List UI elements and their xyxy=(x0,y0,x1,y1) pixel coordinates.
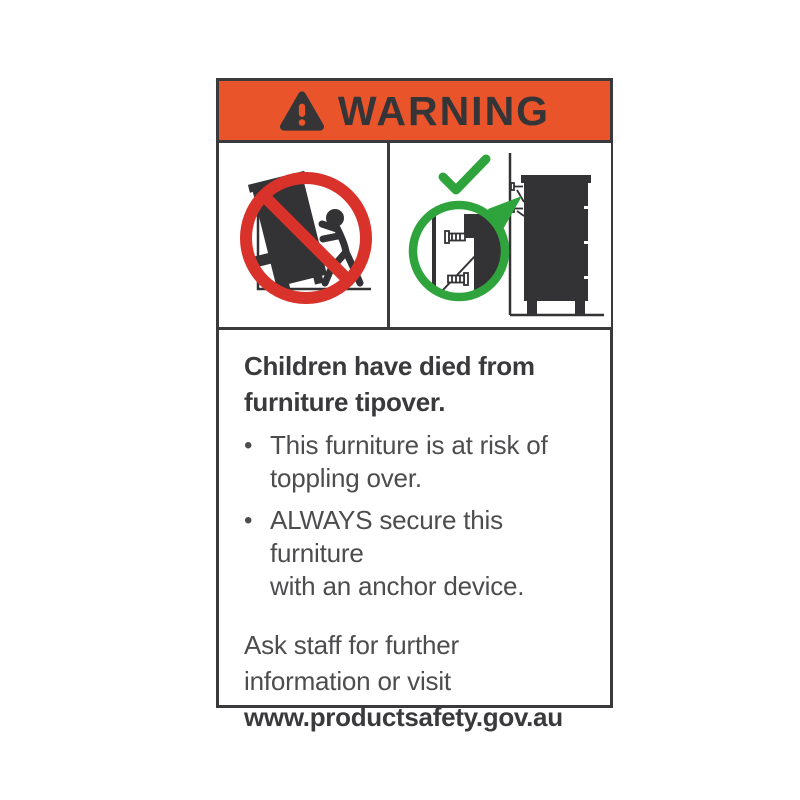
footer-line-2: information or visit xyxy=(244,666,451,696)
warning-triangle-icon xyxy=(279,89,325,133)
bullet-1-line-2: toppling over. xyxy=(270,463,422,493)
footer-block xyxy=(244,627,592,735)
tipover-warning-label xyxy=(216,78,613,732)
anchored-dresser-icon xyxy=(390,143,611,327)
footer-line-1: Ask staff for further xyxy=(244,630,459,660)
product-safety-url: www.productsafety.gov.au xyxy=(244,702,563,732)
prohibition-panel xyxy=(219,143,390,327)
bullet-2-line-2: with an anchor device. xyxy=(270,571,525,601)
bullet-dot: • xyxy=(244,507,253,534)
anchoring-panel xyxy=(390,143,611,327)
bullet-2-line-1: ALWAYS secure this furniture xyxy=(270,505,503,568)
heading-line-1: Children have died from xyxy=(244,351,535,381)
bullet-1-line-1: This furniture is at risk of xyxy=(270,430,548,460)
bullet-item-anchor xyxy=(244,504,592,603)
bullet-list xyxy=(244,429,592,603)
checkmark-icon xyxy=(443,159,486,190)
warning-title: WARNING xyxy=(337,87,551,134)
bullet-item-toppling xyxy=(244,429,592,495)
pictogram-panels xyxy=(219,143,610,330)
bullet-dot: • xyxy=(244,432,253,459)
prohibition-tipover-icon xyxy=(219,143,387,327)
warning-text-section xyxy=(219,330,610,735)
heading-line-2: furniture tipover. xyxy=(244,387,446,417)
warning-header xyxy=(219,81,610,143)
heading xyxy=(244,348,592,420)
